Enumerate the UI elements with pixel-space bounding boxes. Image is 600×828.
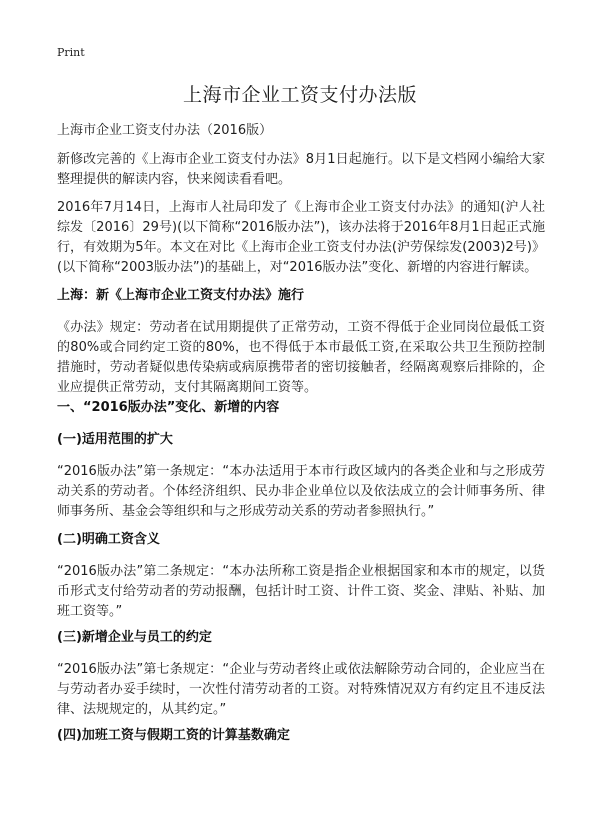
subheading-wage-meaning: (二)明确工资含义 [57,532,160,547]
section-heading-changes: 一、“2016版办法”变化、新增的内容 [57,400,280,415]
agreement-paragraph: “2016版办法”第七条规定：“企业与劳动者终止或依法解除劳动合同的，企业应当在与劳动者办妥手续时，一次性付清劳动者的工资。对特殊情况双方有约定且不违反法律、法规规定的，从其约定。” [57,662,545,717]
subtitle: 上海市企业工资支付办法（2016版） [57,123,273,138]
regulation-paragraph: 《办法》规定：劳动者在试用期提供了正常劳动，工资不得低于企业同岗位最低工资的80%或合同约定工资的80%，也不得低于本市最低工资,在采取公共卫生预防控制措施时，劳动者疑似患传染病或病原携带者的密切接触者，经隔离观察后排除的，企业应提供正常劳动，支付其隔离期间工资等。 [57,320,545,395]
background-paragraph: 2016年7月14日，上海市人社局印发了《上海市企业工资支付办法》的通知(沪人社综发〔2016〕29号)(以下简称“2016版办法”)，该办法将于2016年8月1日起正式施行，有效期为5年。本文在对比《上海市企业工资支付办法(沪劳保综发(2003)2号)》(以下简称“2003版办法”)的基础上，对“2016版办法”变化、新增的内容进行解读。 [57,200,545,275]
section-heading-shanghai: 上海：新《上海市企业工资支付办法》施行 [57,288,305,303]
scope-paragraph: “2016版办法”第一条规定：“本办法适用于本市行政区域内的各类企业和与之形成劳动关系的劳动者。个体经济组织、民办非企业单位以及依法成立的会计师事务所、律师事务所、基金会等组织和与之形成劳动关系的劳动者参照执行。” [57,464,545,519]
subheading-agreement: (三)新增企业与员工的约定 [57,630,212,645]
intro-paragraph: 新修改完善的《上海市企业工资支付办法》8月1日起施行。以下是文档网小编给大家整理提供的解读内容，快来阅读看看吧。 [57,152,545,187]
subheading-scope: (一)适用范围的扩大 [57,432,173,447]
print-label[interactable]: Print [57,46,85,59]
document-title: 上海市企业工资支付办法版 [182,84,417,106]
wage-meaning-paragraph: “2016版办法”第二条规定：“本办法所称工资是指企业根据国家和本市的规定，以货币形式支付给劳动者的劳动报酬，包括计时工资、计件工资、奖金、津贴、补贴、加班工资等。” [57,564,545,619]
subheading-overtime-base: (四)加班工资与假期工资的计算基数确定 [57,728,290,743]
